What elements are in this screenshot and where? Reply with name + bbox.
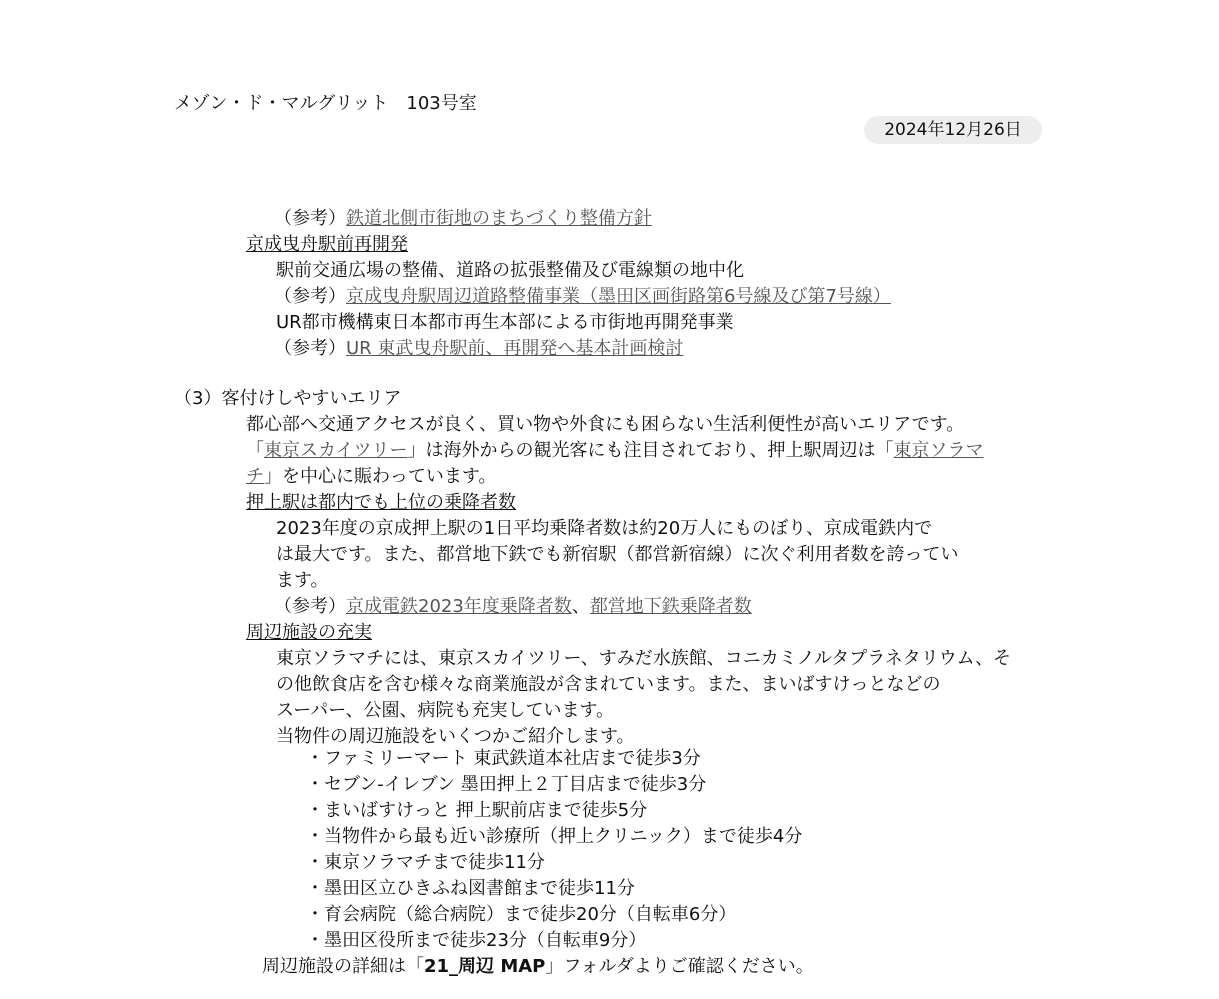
paragraph-text: 2023年度の京成押上駅の1日平均乗降者数は約20万人にものぼり、京成電鉄内で (276, 518, 933, 539)
skytree-link[interactable]: 東京スカイツリー (264, 440, 408, 461)
reference-link-north-area-plan[interactable]: 鉄道北側市街地のまちづくり整備方針 (346, 208, 652, 229)
reference-line (274, 595, 752, 619)
text-fragment: 」フォルダよりご確認ください。 (545, 956, 814, 977)
section-heading: （3）客付けしやすいエリア (174, 388, 402, 409)
reference-link-ur-plan[interactable]: UR 東武曳舟駅前、再開発へ基本計画検討 (346, 338, 684, 359)
reference-line (274, 207, 652, 231)
paragraph-text: UR都市機構東日本都市再生本部による市街地再開発事業 (276, 312, 734, 333)
text-fragment: 「 (246, 440, 264, 461)
document-date: 2024年12月26日 (864, 116, 1042, 144)
list-item: ・墨田区立ひきふね図書館まで徒歩11分 (306, 878, 635, 899)
text-fragment: 周辺施設の詳細は「 (262, 956, 424, 977)
map-folder-name: 21_周辺 MAP (424, 956, 546, 977)
text-fragment: 、 (571, 596, 590, 617)
reference-prefix: （参考） (274, 338, 346, 359)
paragraph-text: 駅前交通広場の整備、道路の拡張整備及び電線類の地中化 (276, 260, 744, 281)
property-title: メゾン・ド・マルグリット 103号室 (174, 93, 477, 114)
paragraph-text: スーパー、公園、病院も充実しています。 (276, 700, 615, 721)
paragraph-text: は最大です。また、都営地下鉄でも新宿駅（都営新宿線）に次ぐ利用者数を誇ってい (276, 544, 959, 565)
reference-prefix: （参考） (274, 286, 346, 307)
reference-line (274, 285, 891, 309)
paragraph-text: ます。 (276, 570, 329, 591)
text-fragment: 」は海外からの観光客にも注目されており、押上駅周辺は「 (407, 440, 894, 461)
paragraph-text: 都心部へ交通アクセスが良く、買い物や外食にも困らない生活利便性が高いエリアです。 (246, 414, 965, 435)
reference-prefix: （参考） (274, 596, 346, 617)
reference-link-road-project[interactable]: 京成曳舟駅周辺道路整備事業（墨田区画街路第6号線及び第7号線） (346, 286, 891, 307)
list-item: ・墨田区役所まで徒歩23分（自転車9分） (306, 930, 647, 951)
paragraph-text: 東京ソラマチには、東京スカイツリー、すみだ水族館、コニカミノルタプラネタリウム、そ (276, 648, 1012, 669)
list-item: ・まいばすけっと 押上駅前店まで徒歩5分 (306, 800, 648, 821)
list-item: ・セブン-イレブン 墨田押上２丁目店まで徒歩3分 (306, 774, 707, 795)
text-fragment: 」を中心に賑わっています。 (264, 466, 497, 487)
list-item: ・東京ソラマチまで徒歩11分 (306, 852, 545, 873)
list-item: ・育会病院（総合病院）まで徒歩20分（自転車6分） (306, 904, 737, 925)
reference-line (274, 337, 683, 361)
reference-link-keisei-passengers[interactable]: 京成電鉄2023年度乗降者数 (346, 596, 572, 617)
paragraph-text: 当物件の周辺施設をいくつかご紹介します。 (276, 726, 635, 747)
soramachi-link[interactable]: 東京ソラマ (893, 440, 984, 461)
soramachi-link[interactable]: チ (246, 466, 264, 487)
paragraph-text (246, 465, 496, 489)
list-item: ・ファミリーマート 東武鉄道本社店まで徒歩3分 (306, 748, 701, 769)
reference-link-toei-passengers[interactable]: 都営地下鉄乗降者数 (589, 596, 752, 617)
subheading-hikifune-redevelopment: 京成曳舟駅前再開発 (246, 234, 408, 255)
reference-prefix: （参考） (274, 208, 346, 229)
subheading-facilities: 周辺施設の充実 (246, 622, 372, 643)
paragraph-text: の他飲食店を含む様々な商業施設が含まれています。また、まいばすけっとなどの (276, 674, 941, 695)
paragraph-text (246, 439, 983, 463)
paragraph-text (262, 955, 814, 979)
list-item: ・当物件から最も近い診療所（押上クリニック）まで徒歩4分 (306, 826, 803, 847)
subheading-oshiage-passengers: 押上駅は都内でも上位の乗降者数 (246, 492, 516, 513)
